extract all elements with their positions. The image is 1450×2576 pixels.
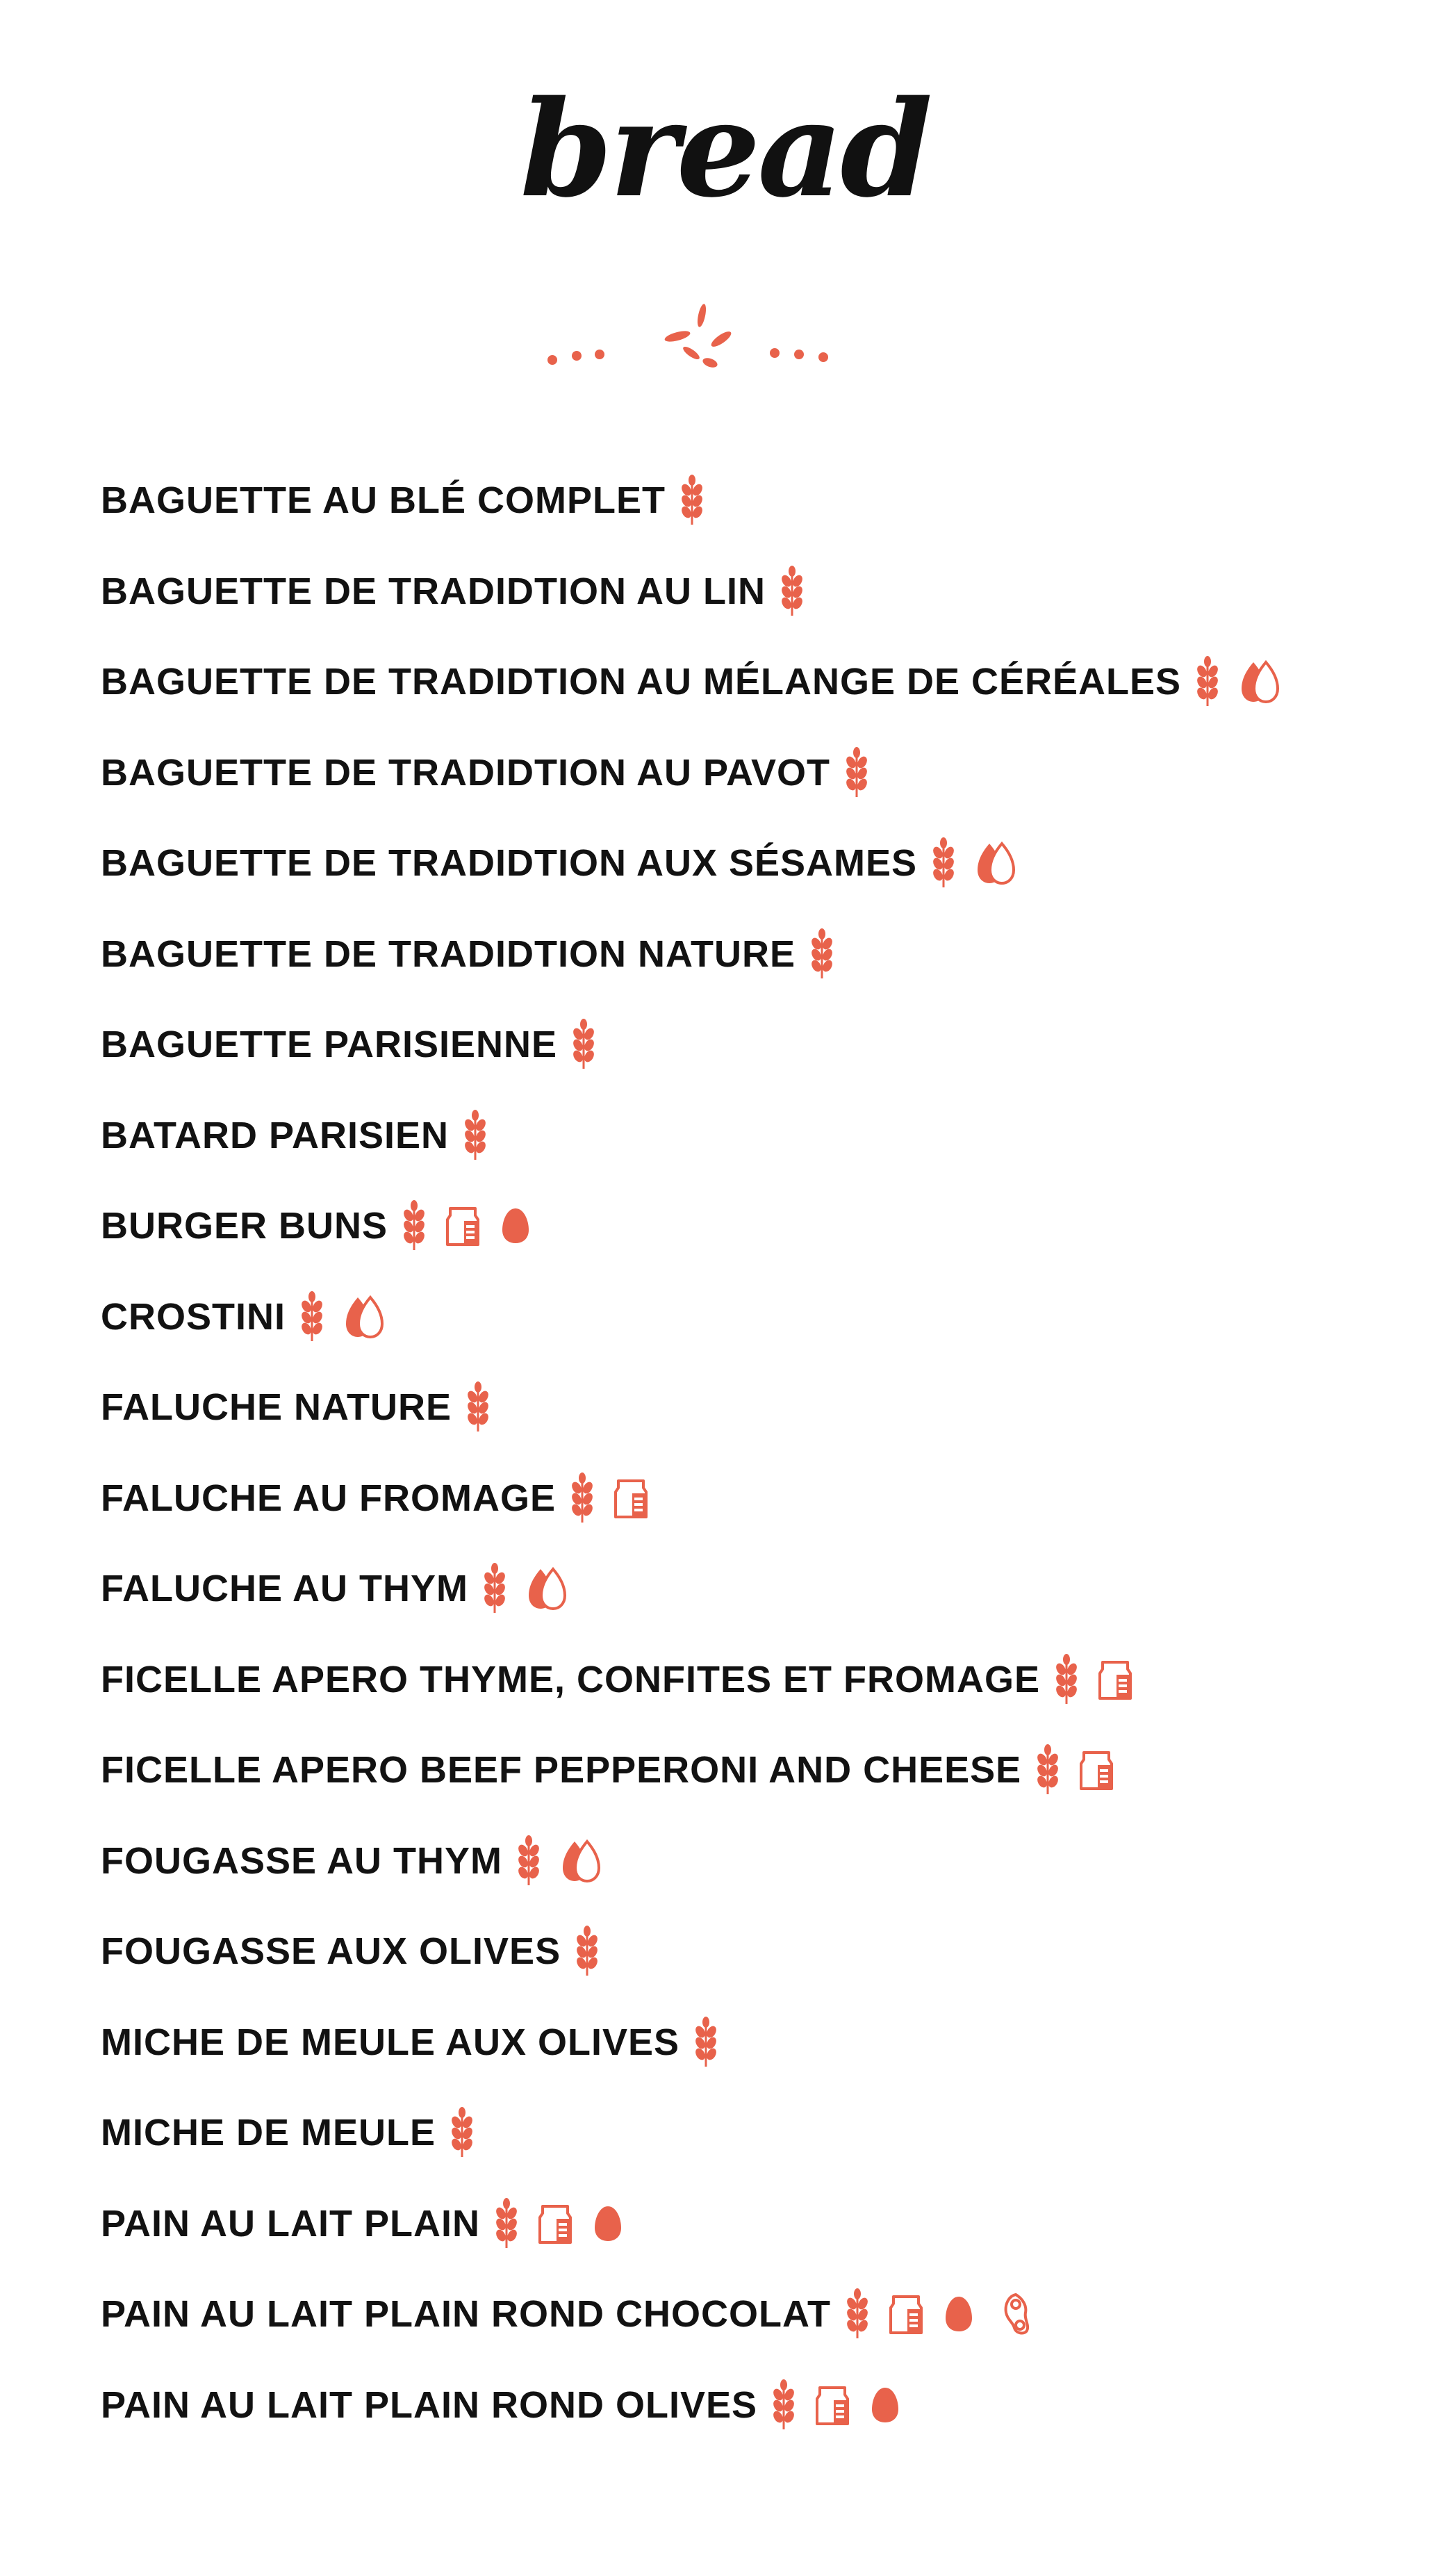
wheat-icon bbox=[301, 1291, 323, 1343]
allergen-icons bbox=[695, 2017, 738, 2068]
menu-item bbox=[101, 2269, 1301, 2360]
allergen-icons bbox=[467, 1381, 510, 1433]
wheat-icon bbox=[1196, 656, 1219, 707]
milk-icon bbox=[446, 1206, 479, 1246]
wheat-icon bbox=[403, 1200, 425, 1252]
milk-icon bbox=[614, 1478, 648, 1518]
allergen-icons bbox=[846, 747, 889, 798]
decorative-divider bbox=[528, 299, 862, 382]
menu-item bbox=[101, 1997, 1301, 2088]
allergen-icons bbox=[451, 2107, 494, 2158]
allergen-icons bbox=[518, 1835, 622, 1887]
allergen-icons bbox=[576, 1926, 619, 1977]
item-name: FOUGASSE AUX OLIVES bbox=[101, 1930, 561, 1973]
item-name: BATARD PARISIEN bbox=[101, 1114, 449, 1156]
menu-item bbox=[101, 546, 1301, 637]
allergen-icons bbox=[811, 928, 854, 980]
menu-item bbox=[101, 909, 1301, 1000]
wheat-icon bbox=[1037, 1744, 1059, 1796]
item-name: BAGUETTE DE TRADIDTION NATURE bbox=[101, 933, 796, 975]
item-name: CROSTINI bbox=[101, 1295, 286, 1338]
allergen-icons bbox=[681, 475, 724, 526]
item-name: BAGUETTE DE TRADIDTION AU MÉLANGE DE CÉRÉALES bbox=[101, 661, 1182, 703]
wheat-icon bbox=[576, 1926, 598, 1977]
allergen-icons bbox=[846, 2288, 1055, 2340]
item-name: FALUCHE AU THYM bbox=[101, 1568, 468, 1610]
wheat-icon bbox=[846, 2288, 868, 2340]
menu-item bbox=[101, 637, 1301, 728]
sesame-icon bbox=[527, 1566, 567, 1611]
bread-menu-list bbox=[101, 455, 1301, 2450]
milk-icon bbox=[889, 2294, 923, 2334]
egg-icon bbox=[500, 1206, 531, 1245]
menu-item bbox=[101, 1543, 1301, 1634]
wheat-icon bbox=[695, 2017, 717, 2068]
wheat-icon bbox=[1055, 1654, 1078, 1705]
menu-item bbox=[101, 1362, 1301, 1453]
allergen-icons bbox=[301, 1291, 405, 1343]
wheat-icon bbox=[571, 1472, 593, 1524]
allergen-icons bbox=[1196, 656, 1301, 707]
wheat-icon bbox=[518, 1835, 540, 1887]
wheat-icon bbox=[572, 1019, 595, 1070]
sesame-icon bbox=[561, 1839, 601, 1883]
allergen-icons bbox=[403, 1200, 552, 1252]
allergen-icons bbox=[495, 2198, 644, 2249]
menu-item bbox=[101, 2360, 1301, 2451]
allergen-icons bbox=[571, 1472, 668, 1524]
item-name: BURGER BUNS bbox=[101, 1205, 388, 1247]
menu-item bbox=[101, 2087, 1301, 2179]
wheat-icon bbox=[451, 2107, 473, 2158]
menu-item bbox=[101, 1181, 1301, 1272]
menu-item bbox=[101, 455, 1301, 546]
menu-item bbox=[101, 1816, 1301, 1907]
menu-item bbox=[101, 1453, 1301, 1544]
item-name: PAIN AU LAIT PLAIN ROND CHOCOLAT bbox=[101, 2293, 831, 2336]
wheat-icon bbox=[773, 2379, 795, 2431]
wheat-icon bbox=[932, 837, 955, 889]
wheat-icon bbox=[681, 475, 703, 526]
allergen-icons bbox=[1037, 1744, 1134, 1796]
wheat-icon bbox=[467, 1381, 489, 1433]
menu-item bbox=[101, 1090, 1301, 1181]
wheat-icon bbox=[464, 1110, 486, 1161]
wheat-icon bbox=[495, 2198, 518, 2249]
item-name: BAGUETTE AU BLÉ COMPLET bbox=[101, 479, 666, 522]
page-title: bread bbox=[520, 72, 930, 227]
item-name: MICHE DE MEULE AUX OLIVES bbox=[101, 2021, 680, 2063]
item-name: FOUGASSE AU THYM bbox=[101, 1839, 503, 1882]
menu-item bbox=[101, 999, 1301, 1090]
wheat-icon bbox=[781, 566, 803, 617]
allergen-icons bbox=[773, 2379, 921, 2431]
menu-item bbox=[101, 1906, 1301, 1997]
menu-item bbox=[101, 728, 1301, 819]
item-name: PAIN AU LAIT PLAIN ROND OLIVES bbox=[101, 2384, 758, 2426]
milk-icon bbox=[538, 2204, 572, 2244]
allergen-icons bbox=[572, 1019, 616, 1070]
menu-item bbox=[101, 1725, 1301, 1816]
milk-icon bbox=[1080, 1750, 1113, 1790]
soy-icon bbox=[995, 2292, 1034, 2336]
egg-icon bbox=[870, 2386, 900, 2425]
wheat-icon bbox=[484, 1563, 506, 1614]
allergen-icons bbox=[484, 1563, 588, 1614]
wheat-icon bbox=[811, 928, 833, 980]
allergen-icons bbox=[781, 566, 824, 617]
item-name: BAGUETTE PARISIENNE bbox=[101, 1024, 558, 1066]
milk-icon bbox=[1098, 1659, 1132, 1700]
menu-item bbox=[101, 1272, 1301, 1363]
allergen-icons bbox=[464, 1110, 507, 1161]
item-name: FALUCHE NATURE bbox=[101, 1386, 452, 1429]
item-name: FALUCHE AU FROMAGE bbox=[101, 1477, 556, 1519]
milk-icon bbox=[816, 2385, 849, 2425]
item-name: BAGUETTE DE TRADIDTION AU PAVOT bbox=[101, 751, 830, 794]
item-name: MICHE DE MEULE bbox=[101, 2112, 436, 2154]
allergen-icons bbox=[932, 837, 1037, 889]
wheat-icon bbox=[846, 747, 868, 798]
sesame-icon bbox=[344, 1295, 384, 1339]
menu-item bbox=[101, 2179, 1301, 2270]
sesame-icon bbox=[1239, 659, 1280, 704]
item-name: BAGUETTE DE TRADIDTION AUX SÉSAMES bbox=[101, 842, 918, 885]
egg-icon bbox=[593, 2204, 623, 2243]
sesame-icon bbox=[975, 841, 1016, 885]
menu-item bbox=[101, 818, 1301, 909]
item-name: FICELLE APERO THYME, CONFITES ET FROMAGE bbox=[101, 1658, 1041, 1700]
item-name: FICELLE APERO BEEF PEPPERONI AND CHEESE bbox=[101, 1749, 1022, 1791]
egg-icon bbox=[944, 2295, 974, 2333]
item-name: PAIN AU LAIT PLAIN bbox=[101, 2202, 480, 2245]
menu-item bbox=[101, 1634, 1301, 1725]
allergen-icons bbox=[1055, 1654, 1153, 1705]
item-name: BAGUETTE DE TRADIDTION AU LIN bbox=[101, 570, 766, 612]
